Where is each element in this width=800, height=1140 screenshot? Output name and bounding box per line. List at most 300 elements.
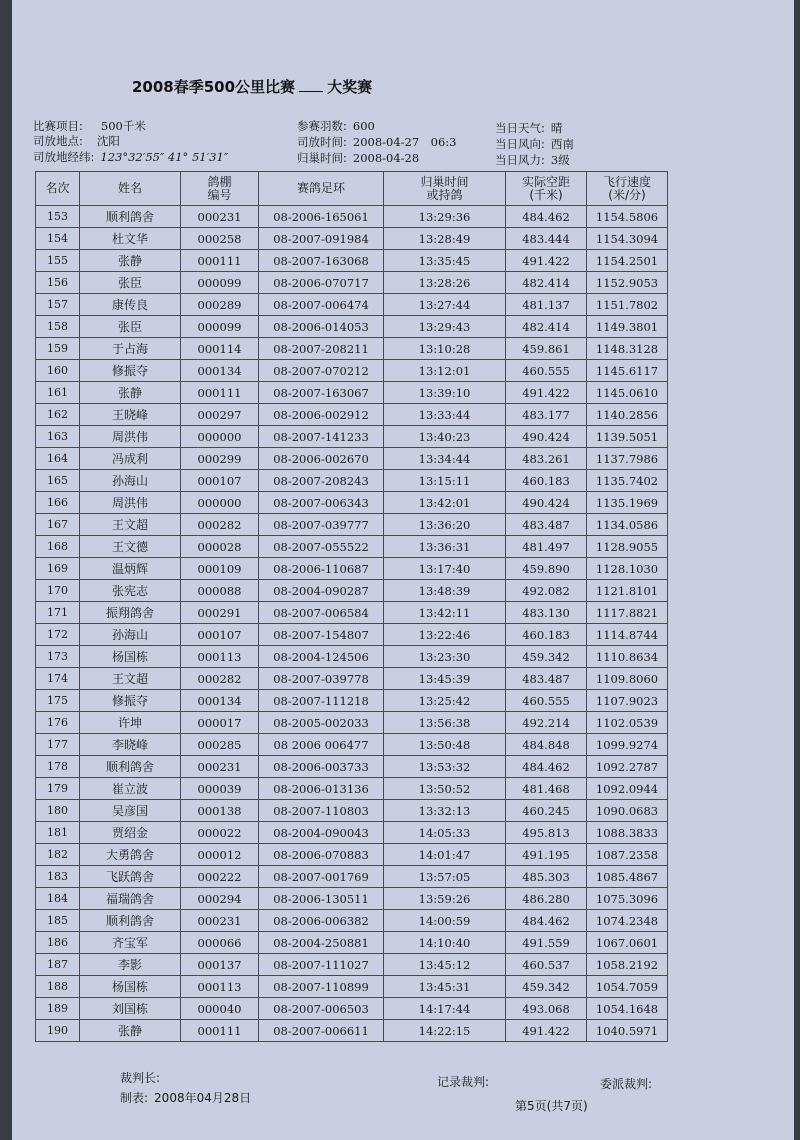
coords-info [33,149,228,165]
cell-loft-id: 000012 [181,844,259,866]
weather-info [495,120,562,136]
table-row [36,338,668,360]
cell-loft-id: 000258 [181,228,259,250]
cell-loft-id: 000088 [181,580,259,602]
cell-speed: 1074.2348 [587,910,668,932]
return-time-label: 归巢时间: [297,151,347,165]
entries-value: 600 [352,119,375,133]
cell-name: 李晓峰 [80,734,181,756]
cell-name: 张臣 [80,272,181,294]
cell-name: 王文超 [80,514,181,536]
cell-name: 修振夺 [80,690,181,712]
cell-loft-id: 000134 [181,360,259,382]
cell-speed: 1088.3833 [587,822,668,844]
cell-ring-number: 08-2007-208211 [259,338,384,360]
cell-name: 李影 [80,954,181,976]
cell-speed: 1075.3096 [587,888,668,910]
cell-rank: 161 [36,382,80,404]
table-row [36,976,668,998]
coords-label: 司放地经纬: [33,150,95,164]
cell-return-time: 13:23:30 [384,646,506,668]
cell-name: 王晓峰 [80,404,181,426]
cell-speed: 1085.4867 [587,866,668,888]
cell-return-time: 13:29:43 [384,316,506,338]
cell-distance: 491.422 [506,1020,587,1042]
cell-return-time: 13:39:10 [384,382,506,404]
table-row [36,470,668,492]
cell-name: 杜文华 [80,228,181,250]
cell-loft-id: 000040 [181,998,259,1020]
cell-loft-id: 000113 [181,646,259,668]
release-time-value: 2008-04-27 06:3 [352,135,457,149]
cell-rank: 183 [36,866,80,888]
cell-rank: 172 [36,624,80,646]
cell-rank: 186 [36,932,80,954]
cell-rank: 185 [36,910,80,932]
cell-return-time: 14:17:44 [384,998,506,1020]
cell-speed: 1067.0601 [587,932,668,954]
cell-return-time: 13:12:01 [384,360,506,382]
cell-return-time: 13:42:11 [384,602,506,624]
header-loft-id: 鸽棚 编号 [181,172,259,206]
cell-ring-number: 08-2007-055522 [259,536,384,558]
cell-loft-id: 000028 [181,536,259,558]
cell-distance: 483.487 [506,514,587,536]
cell-rank: 179 [36,778,80,800]
cell-rank: 188 [36,976,80,998]
cell-name: 冯成利 [80,448,181,470]
cell-speed: 1152.9053 [587,272,668,294]
cell-ring-number: 08-2006-110687 [259,558,384,580]
header-return-time: 归巢时间 或持鸽 [384,172,506,206]
cell-distance: 460.183 [506,470,587,492]
cell-return-time: 13:28:49 [384,228,506,250]
cell-name: 周洪伟 [80,492,181,514]
cell-distance: 459.342 [506,646,587,668]
release-place-label: 司放地点: [33,134,83,148]
title-underline [299,91,323,92]
cell-speed: 1148.3128 [587,338,668,360]
cell-ring-number: 08-2006-002912 [259,404,384,426]
cell-distance: 460.245 [506,800,587,822]
cell-rank: 167 [36,514,80,536]
event-label: 比赛项目: [33,119,83,133]
results-table [35,171,668,1042]
cell-ring-number: 08-2006-014053 [259,316,384,338]
cell-distance: 484.462 [506,910,587,932]
release-place-value: 沈阳 [96,134,120,148]
cell-name: 吴彦国 [80,800,181,822]
table-body [36,206,668,1042]
cell-ring-number: 08-2006-070717 [259,272,384,294]
cell-rank: 168 [36,536,80,558]
table-row [36,448,668,470]
cell-ring-number: 08-2004-124506 [259,646,384,668]
table-row [36,910,668,932]
cell-ring-number: 08-2004-090287 [259,580,384,602]
header-distance: 实际空距 (千米) [506,172,587,206]
wind-direction-info [495,136,574,152]
title-suffix: 大奖赛 [327,78,373,96]
cell-name: 康传良 [80,294,181,316]
cell-return-time: 13:59:26 [384,888,506,910]
cell-name: 飞跃鸽舍 [80,866,181,888]
cell-ring-number: 08-2007-141233 [259,426,384,448]
cell-speed: 1154.2501 [587,250,668,272]
cell-distance: 492.082 [506,580,587,602]
prepared-info [120,1089,251,1106]
cell-return-time: 14:22:15 [384,1020,506,1042]
cell-return-time: 14:01:47 [384,844,506,866]
table-row [36,360,668,382]
weather-label: 当日天气: [495,121,545,135]
cell-ring-number: 08-2007-070212 [259,360,384,382]
cell-distance: 460.537 [506,954,587,976]
prepared-label: 制表: [120,1091,149,1105]
cell-distance: 482.414 [506,316,587,338]
cell-rank: 163 [36,426,80,448]
cell-distance: 481.468 [506,778,587,800]
cell-ring-number: 08-2006-070883 [259,844,384,866]
cell-return-time: 13:42:01 [384,492,506,514]
cell-speed: 1117.8821 [587,602,668,624]
cell-name: 顺利鸽舍 [80,206,181,228]
cell-return-time: 13:15:11 [384,470,506,492]
cell-speed: 1054.7059 [587,976,668,998]
cell-speed: 1054.1648 [587,998,668,1020]
cell-distance: 492.214 [506,712,587,734]
cell-name: 顺利鸽舍 [80,756,181,778]
cell-rank: 176 [36,712,80,734]
cell-return-time: 13:53:32 [384,756,506,778]
cell-distance: 460.555 [506,360,587,382]
header-ring-number: 赛鸽足环 [259,172,384,206]
cell-distance: 483.444 [506,228,587,250]
cell-loft-id: 000138 [181,800,259,822]
cell-loft-id: 000111 [181,1020,259,1042]
cell-rank: 153 [36,206,80,228]
cell-speed: 1151.7802 [587,294,668,316]
cell-speed: 1114.8744 [587,624,668,646]
delegate-label: 委派裁判: [600,1077,653,1091]
cell-return-time: 13:36:31 [384,536,506,558]
cell-name: 刘国栋 [80,998,181,1020]
cell-speed: 1040.5971 [587,1020,668,1042]
table-row [36,866,668,888]
cell-ring-number: 08-2007-006584 [259,602,384,624]
event-value: 500千米 [100,119,146,133]
table-row [36,536,668,558]
cell-name: 温炳辉 [80,558,181,580]
table-row [36,800,668,822]
cell-speed: 1128.9055 [587,536,668,558]
cell-name: 王文超 [80,668,181,690]
cell-speed: 1145.6117 [587,360,668,382]
cell-speed: 1107.9023 [587,690,668,712]
cell-distance: 460.555 [506,690,587,712]
cell-loft-id: 000282 [181,668,259,690]
cell-rank: 177 [36,734,80,756]
cell-loft-id: 000294 [181,888,259,910]
cell-ring-number: 08-2006-130511 [259,888,384,910]
cell-name: 王文德 [80,536,181,558]
cell-name: 张静 [80,1020,181,1042]
cell-loft-id: 000285 [181,734,259,756]
cell-loft-id: 000099 [181,272,259,294]
wind-force-value: 3级 [550,153,570,167]
cell-loft-id: 000039 [181,778,259,800]
cell-distance: 485.303 [506,866,587,888]
cell-ring-number: 08-2006-013136 [259,778,384,800]
cell-ring-number: 08-2004-250881 [259,932,384,954]
cell-return-time: 14:10:40 [384,932,506,954]
table-row [36,668,668,690]
table-row [36,778,668,800]
cell-speed: 1140.2856 [587,404,668,426]
cell-distance: 483.177 [506,404,587,426]
cell-rank: 178 [36,756,80,778]
cell-distance: 495.813 [506,822,587,844]
cell-speed: 1109.8060 [587,668,668,690]
cell-rank: 156 [36,272,80,294]
cell-speed: 1145.0610 [587,382,668,404]
page-number: 第5页(共7页) [515,1099,588,1113]
cell-ring-number: 08-2006-002670 [259,448,384,470]
cell-return-time: 13:45:39 [384,668,506,690]
cell-loft-id: 000066 [181,932,259,954]
cell-ring-number: 08-2007-110803 [259,800,384,822]
cell-ring-number: 08-2007-110899 [259,976,384,998]
cell-name: 杨国栋 [80,646,181,668]
coords-value: 123°32′55″ 41° 51′31″ [100,150,229,164]
cell-ring-number: 08-2007-208243 [259,470,384,492]
cell-loft-id: 000111 [181,250,259,272]
cell-loft-id: 000134 [181,690,259,712]
cell-ring-number: 08-2007-039777 [259,514,384,536]
cell-name: 于占海 [80,338,181,360]
cell-rank: 182 [36,844,80,866]
cell-name: 福瑞鸽舍 [80,888,181,910]
cell-distance: 484.848 [506,734,587,756]
cell-ring-number: 08-2007-163067 [259,382,384,404]
cell-loft-id: 000111 [181,382,259,404]
table-row [36,756,668,778]
return-time-value: 2008-04-28 [352,151,420,165]
cell-ring-number: 08-2007-163068 [259,250,384,272]
cell-speed: 1102.0539 [587,712,668,734]
cell-distance: 491.422 [506,382,587,404]
cell-distance: 490.424 [506,492,587,514]
entries-info [297,118,375,134]
cell-return-time: 13:40:23 [384,426,506,448]
table-row [36,646,668,668]
cell-ring-number: 08-2004-090043 [259,822,384,844]
cell-loft-id: 000114 [181,338,259,360]
cell-return-time: 13:45:31 [384,976,506,998]
cell-name: 顺利鸽舍 [80,910,181,932]
cell-return-time: 13:36:20 [384,514,506,536]
cell-return-time: 13:50:52 [384,778,506,800]
table-row [36,558,668,580]
table-row [36,492,668,514]
cell-speed: 1090.0683 [587,800,668,822]
header-rank: 名次 [36,172,80,206]
cell-ring-number: 08-2005-002033 [259,712,384,734]
table-row [36,580,668,602]
header-speed: 飞行速度 (米/分) [587,172,668,206]
title-text: 2008春季500公里比赛 [132,78,296,96]
cell-return-time: 13:45:12 [384,954,506,976]
table-row [36,426,668,448]
cell-rank: 189 [36,998,80,1020]
cell-speed: 1154.5806 [587,206,668,228]
table-row [36,844,668,866]
referee-label: 裁判长: [120,1071,161,1085]
cell-loft-id: 000000 [181,492,259,514]
table-row [36,690,668,712]
cell-rank: 160 [36,360,80,382]
cell-return-time: 13:56:38 [384,712,506,734]
cell-distance: 459.861 [506,338,587,360]
cell-name: 张静 [80,382,181,404]
cell-name: 孙海山 [80,624,181,646]
cell-loft-id: 000107 [181,624,259,646]
cell-distance: 481.497 [506,536,587,558]
cell-speed: 1087.2358 [587,844,668,866]
cell-distance: 486.280 [506,888,587,910]
cell-speed: 1135.7402 [587,470,668,492]
cell-rank: 190 [36,1020,80,1042]
event-info [33,118,146,134]
cell-rank: 170 [36,580,80,602]
cell-speed: 1137.7986 [587,448,668,470]
cell-distance: 491.559 [506,932,587,954]
cell-loft-id: 000113 [181,976,259,998]
cell-name: 张宪志 [80,580,181,602]
cell-return-time: 13:32:13 [384,800,506,822]
cell-rank: 187 [36,954,80,976]
cell-distance: 482.414 [506,272,587,294]
cell-return-time: 14:05:33 [384,822,506,844]
cell-loft-id: 000099 [181,316,259,338]
cell-name: 张静 [80,250,181,272]
cell-rank: 171 [36,602,80,624]
cell-distance: 484.462 [506,206,587,228]
cell-rank: 180 [36,800,80,822]
cell-return-time: 13:34:44 [384,448,506,470]
cell-rank: 181 [36,822,80,844]
cell-distance: 460.183 [506,624,587,646]
table-row [36,888,668,910]
cell-rank: 169 [36,558,80,580]
table-row [36,272,668,294]
cell-distance: 490.424 [506,426,587,448]
cell-rank: 184 [36,888,80,910]
cell-return-time: 13:10:28 [384,338,506,360]
cell-distance: 459.342 [506,976,587,998]
cell-rank: 154 [36,228,80,250]
table-row [36,514,668,536]
cell-name: 周洪伟 [80,426,181,448]
recorder-label: 记录裁判: [437,1075,490,1089]
cell-return-time: 13:57:05 [384,866,506,888]
cell-ring-number: 08-2007-111027 [259,954,384,976]
cell-rank: 173 [36,646,80,668]
cell-speed: 1128.1030 [587,558,668,580]
cell-return-time: 13:27:44 [384,294,506,316]
cell-distance: 491.195 [506,844,587,866]
cell-return-time: 13:22:46 [384,624,506,646]
cell-distance: 483.261 [506,448,587,470]
cell-return-time: 13:35:45 [384,250,506,272]
table-row [36,250,668,272]
table-row [36,1020,668,1042]
cell-speed: 1099.9274 [587,734,668,756]
cell-loft-id: 000291 [181,602,259,624]
results-sheet [12,0,794,1140]
cell-loft-id: 000222 [181,866,259,888]
cell-name: 振翔鸽舍 [80,602,181,624]
cell-loft-id: 000289 [181,294,259,316]
wind-direction-label: 当日风向: [495,137,545,151]
cell-rank: 166 [36,492,80,514]
table-row [36,624,668,646]
cell-loft-id: 000109 [181,558,259,580]
table-row [36,602,668,624]
cell-return-time: 13:17:40 [384,558,506,580]
cell-return-time: 13:33:44 [384,404,506,426]
cell-return-time: 13:28:26 [384,272,506,294]
cell-distance: 484.462 [506,756,587,778]
cell-ring-number: 08-2007-006474 [259,294,384,316]
cell-ring-number: 08-2006-165061 [259,206,384,228]
cell-name: 许坤 [80,712,181,734]
cell-rank: 158 [36,316,80,338]
release-place-info [33,133,120,149]
cell-rank: 165 [36,470,80,492]
cell-speed: 1154.3094 [587,228,668,250]
cell-loft-id: 000000 [181,426,259,448]
cell-loft-id: 000231 [181,756,259,778]
prepared-value: 2008年04月28日 [154,1091,252,1105]
cell-rank: 174 [36,668,80,690]
cell-rank: 159 [36,338,80,360]
cell-loft-id: 000231 [181,910,259,932]
table-row [36,734,668,756]
cell-distance: 491.422 [506,250,587,272]
cell-speed: 1134.0586 [587,514,668,536]
cell-ring-number: 08-2007-111218 [259,690,384,712]
table-row [36,712,668,734]
cell-name: 崔立波 [80,778,181,800]
cell-distance: 481.137 [506,294,587,316]
cell-speed: 1110.8634 [587,646,668,668]
release-time-info [297,134,457,150]
release-time-label: 司放时间: [297,135,347,149]
cell-return-time: 13:50:48 [384,734,506,756]
cell-return-time: 13:29:36 [384,206,506,228]
table-header-row [36,172,668,206]
cell-return-time: 13:48:39 [384,580,506,602]
table-row [36,954,668,976]
cell-speed: 1121.8101 [587,580,668,602]
table-row [36,998,668,1020]
cell-return-time: 14:00:59 [384,910,506,932]
cell-speed: 1058.2192 [587,954,668,976]
cell-distance: 493.068 [506,998,587,1020]
table-row [36,228,668,250]
entries-label: 参赛羽数: [297,119,347,133]
